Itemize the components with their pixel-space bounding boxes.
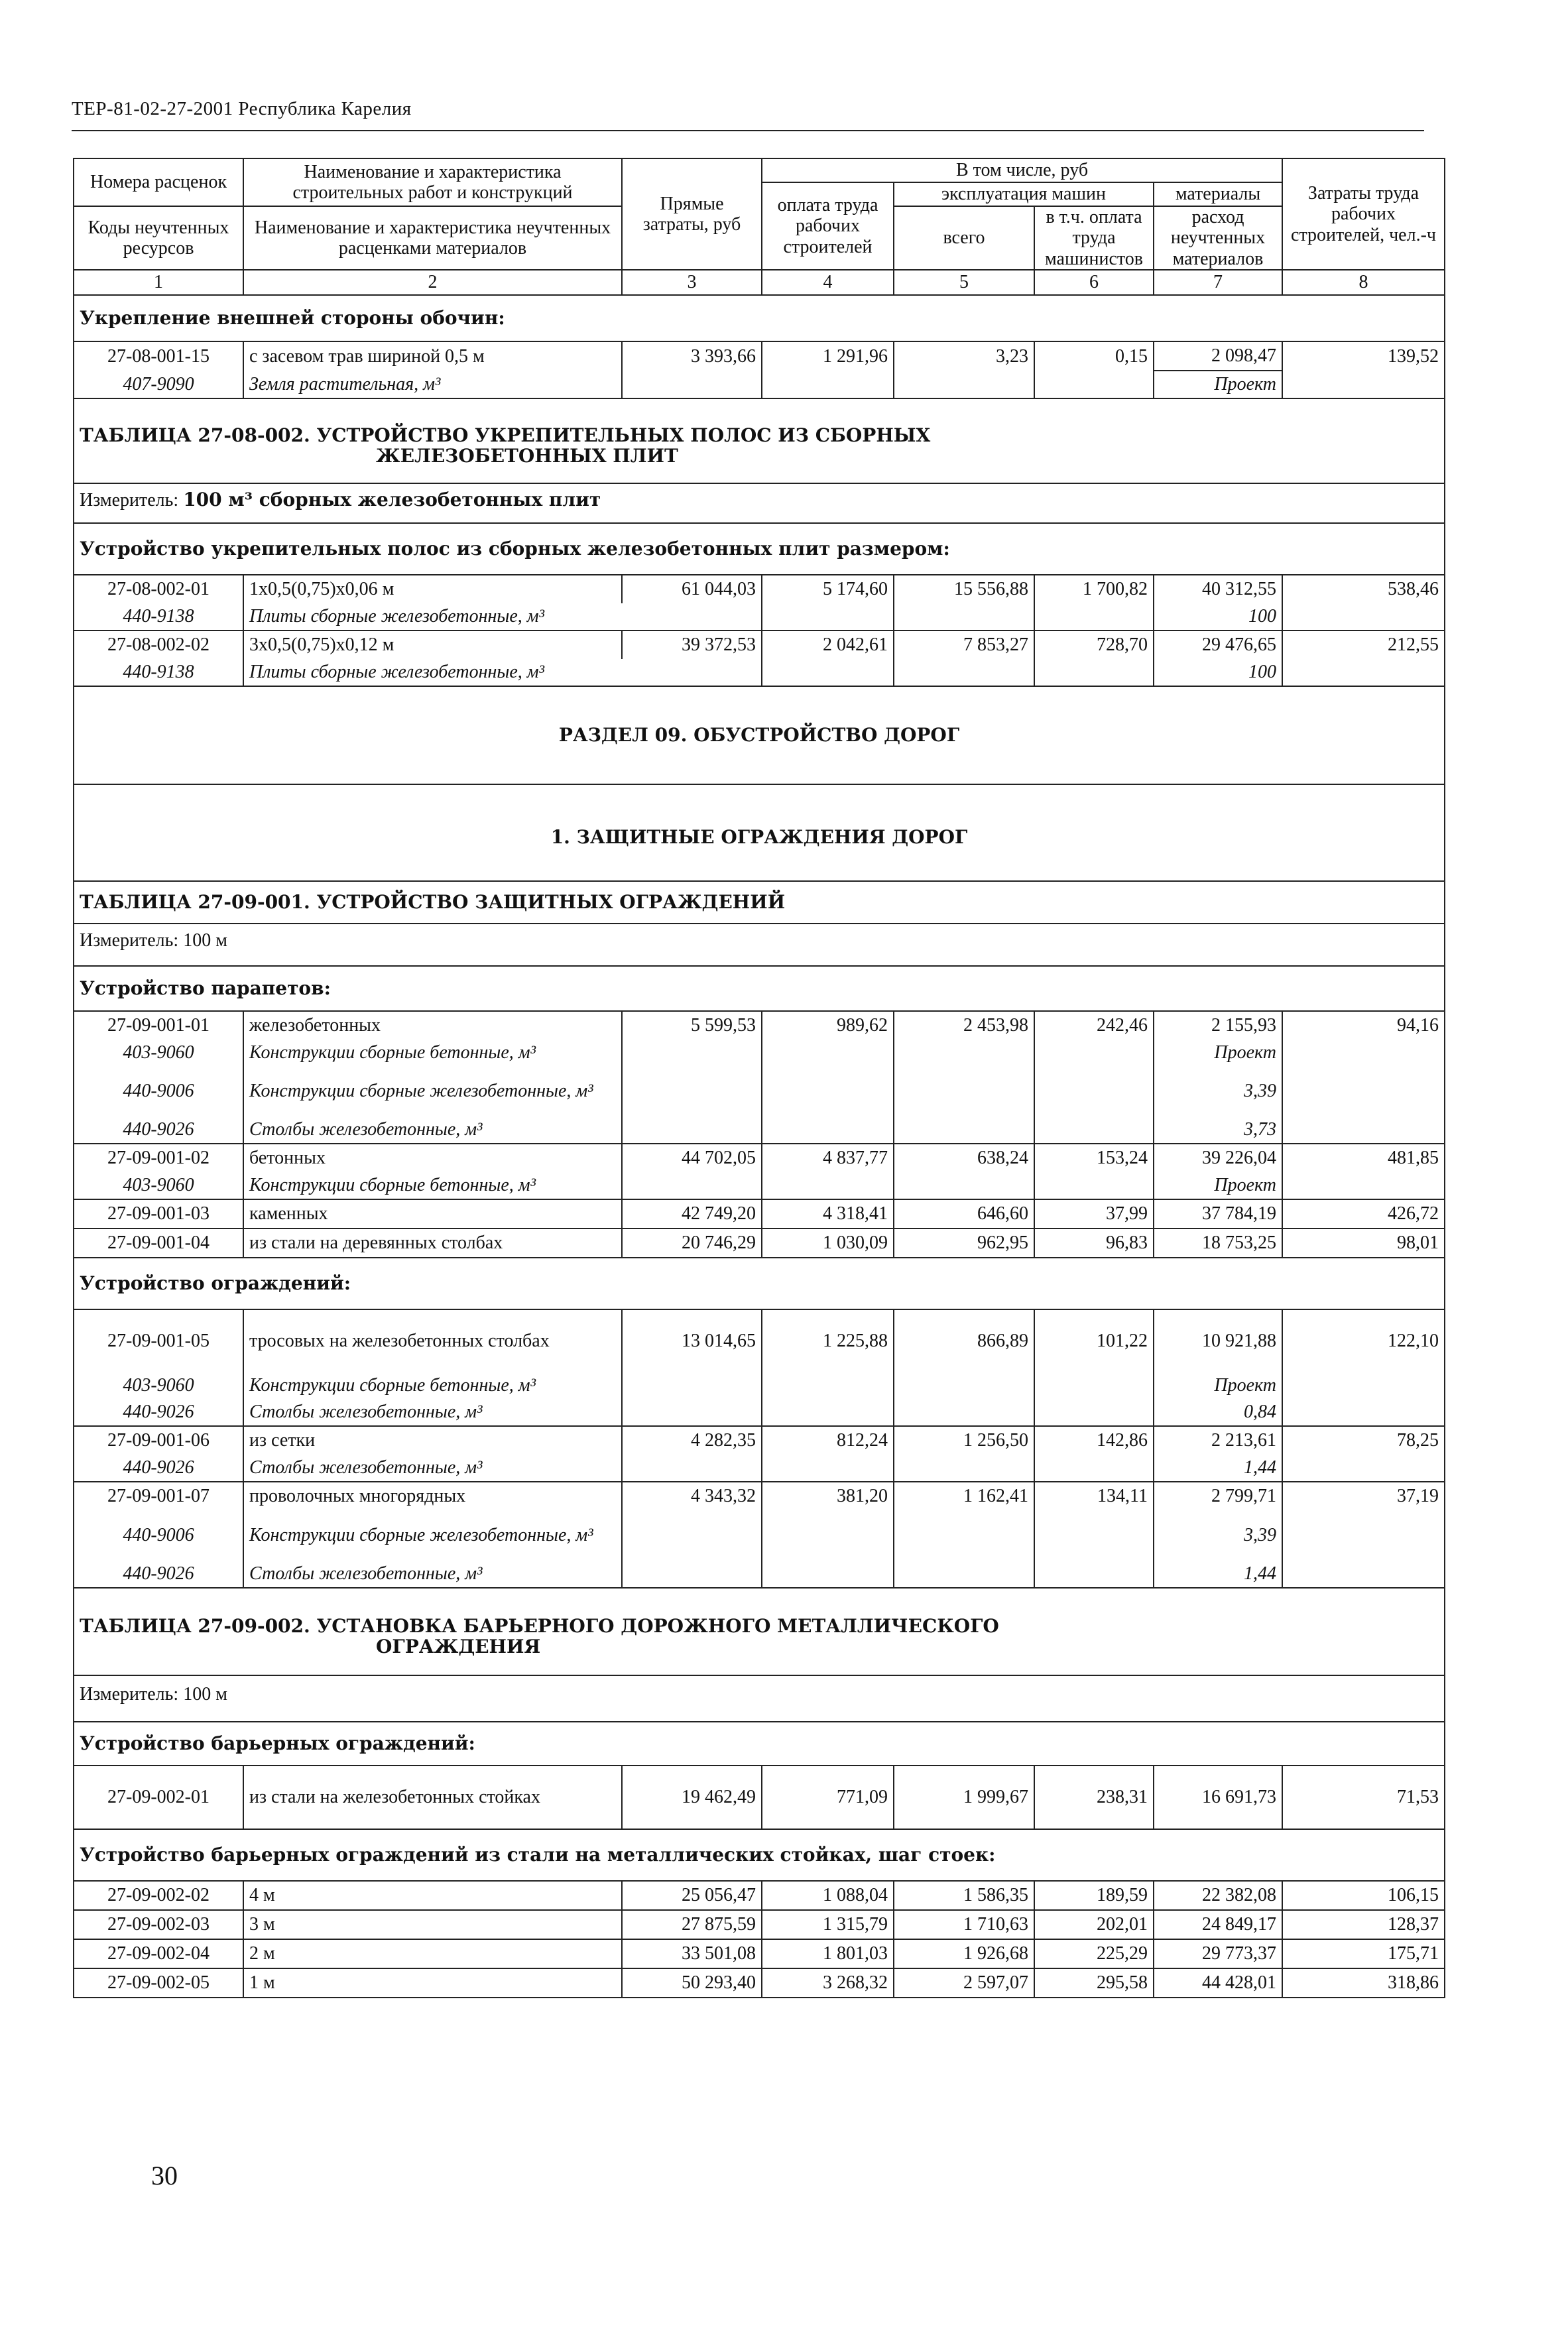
table-title-line-2: ОГРАЖДЕНИЯ [376, 1636, 541, 1658]
labor-hours: 94,16 [1282, 1011, 1445, 1040]
materials-cost: 44 428,01 [1154, 1968, 1282, 1998]
rate-name: из стали на деревянных столбах [243, 1229, 622, 1258]
rate-code: 27-09-001-05 [74, 1309, 243, 1372]
direct-cost: 42 749,20 [622, 1199, 762, 1229]
table-title [74, 1588, 1445, 1675]
materials-cost: 10 921,88 [1154, 1309, 1282, 1372]
col-num-6: 6 [1034, 270, 1154, 295]
resource-code: 440-9006 [74, 1066, 243, 1116]
resource-code: 403-9060 [74, 1172, 243, 1199]
rate-name: 3 м [243, 1910, 622, 1939]
resource-code: 403-9060 [74, 1040, 243, 1066]
col-head-name-b: Наименование и характеристика неучтенных расценками материалов [243, 206, 622, 270]
rate-code: 27-09-001-03 [74, 1199, 243, 1229]
machinist-labor-cost: 0,15 [1034, 341, 1154, 371]
table-title [74, 398, 1445, 483]
resource-use: 3,73 [1154, 1116, 1282, 1144]
machine-cost: 1 162,41 [894, 1482, 1034, 1510]
rate-name: 4 м [243, 1881, 622, 1910]
labor-hours: 481,85 [1282, 1144, 1445, 1172]
rate-name: 1 м [243, 1968, 622, 1998]
rate-code: 27-09-001-02 [74, 1144, 243, 1172]
rate-code: 27-08-001-15 [74, 341, 243, 371]
resource-name: Столбы железобетонные, м³ [243, 1116, 622, 1144]
section-heading: Укрепление внешней стороны обочин: [74, 295, 1445, 341]
materials-cost: 40 312,55 [1154, 575, 1282, 603]
machinist-labor-cost: 101,22 [1034, 1309, 1154, 1372]
direct-cost: 25 056,47 [622, 1881, 762, 1910]
resource-use: 100 [1154, 659, 1282, 686]
direct-cost: 44 702,05 [622, 1144, 762, 1172]
resource-name: Столбы железобетонные, м³ [243, 1399, 622, 1426]
materials-cost: 37 784,19 [1154, 1199, 1282, 1229]
resource-use: Проект [1154, 1172, 1282, 1199]
rate-name: 2 м [243, 1939, 622, 1968]
col-head-mach-total: всего [894, 206, 1034, 270]
resource-name: Плиты сборные железобетонные, м³ [243, 659, 762, 686]
resource-name: Конструкции сборные бетонные, м³ [243, 1040, 622, 1066]
materials-cost: 2 098,47 [1154, 341, 1282, 371]
col-num-3: 3 [622, 270, 762, 295]
labor-cost: 989,62 [762, 1011, 894, 1040]
section-heading: Устройство парапетов: [74, 966, 1445, 1011]
direct-cost: 19 462,49 [622, 1766, 762, 1829]
rate-name: тросовых на железобетонных столбах [243, 1309, 622, 1372]
labor-cost: 2 042,61 [762, 630, 894, 659]
col-head-name-a: Наименование и характеристика строительных работ и конструкций [243, 158, 622, 206]
resource-use: 3,39 [1154, 1510, 1282, 1561]
direct-cost: 50 293,40 [622, 1968, 762, 1998]
col-head-labor: оплата труда рабочих строителей [762, 182, 894, 270]
machinist-labor-cost: 295,58 [1034, 1968, 1154, 1998]
materials-cost: 39 226,04 [1154, 1144, 1282, 1172]
labor-hours: 538,46 [1282, 575, 1445, 603]
col-head-incl: В том числе, руб [762, 158, 1282, 182]
direct-cost: 20 746,29 [622, 1229, 762, 1258]
rate-code: 27-09-002-05 [74, 1968, 243, 1998]
labor-hours: 71,53 [1282, 1766, 1445, 1829]
labor-cost: 381,20 [762, 1482, 894, 1510]
direct-cost: 33 501,08 [622, 1939, 762, 1968]
machinist-labor-cost: 189,59 [1034, 1881, 1154, 1910]
materials-cost: 18 753,25 [1154, 1229, 1282, 1258]
rate-code: 27-09-001-07 [74, 1482, 243, 1510]
rate-name: 1х0,5(0,75)х0,06 м [243, 575, 622, 603]
labor-cost: 1 801,03 [762, 1939, 894, 1968]
resource-name: Столбы железобетонные, м³ [243, 1561, 622, 1588]
resource-name: Конструкции сборные железобетонные, м³ [243, 1066, 622, 1116]
materials-cost: 22 382,08 [1154, 1881, 1282, 1910]
resource-use: Проект [1154, 371, 1282, 398]
labor-cost: 1 225,88 [762, 1309, 894, 1372]
materials-cost: 2 799,71 [1154, 1482, 1282, 1510]
rate-code: 27-08-002-01 [74, 575, 243, 603]
rate-code: 27-09-001-04 [74, 1229, 243, 1258]
col-num-1: 1 [74, 270, 243, 295]
rates-table-area [73, 158, 1444, 1998]
machine-cost: 7 853,27 [894, 630, 1034, 659]
rate-code: 27-09-002-03 [74, 1910, 243, 1939]
resource-use: 100 [1154, 603, 1282, 630]
machine-cost: 646,60 [894, 1199, 1034, 1229]
resource-code: 440-9138 [74, 659, 243, 686]
labor-hours: 318,86 [1282, 1968, 1445, 1998]
col-head-mach-labor: в т.ч. оплата труда машинистов [1034, 206, 1154, 270]
materials-cost: 24 849,17 [1154, 1910, 1282, 1939]
materials-cost: 16 691,73 [1154, 1766, 1282, 1829]
direct-cost: 13 014,65 [622, 1309, 762, 1372]
resource-code: 440-9026 [74, 1455, 243, 1482]
resource-code: 440-9138 [74, 603, 243, 630]
direct-cost: 5 599,53 [622, 1011, 762, 1040]
machine-cost: 1 710,63 [894, 1910, 1034, 1939]
measure-unit [74, 1675, 1445, 1722]
machinist-labor-cost: 142,86 [1034, 1426, 1154, 1455]
resource-name: Конструкции сборные железобетонные, м³ [243, 1510, 622, 1561]
labor-hours: 212,55 [1282, 630, 1445, 659]
rate-code: 27-09-001-01 [74, 1011, 243, 1040]
labor-hours: 139,52 [1282, 341, 1445, 371]
resource-use: Проект [1154, 1372, 1282, 1399]
machinist-labor-cost: 242,46 [1034, 1011, 1154, 1040]
col-head-codes-b: Коды неучтенных ресурсов [74, 206, 243, 270]
resource-name: Конструкции сборные бетонные, м³ [243, 1372, 622, 1399]
measure-value: 100 м [183, 930, 227, 951]
resource-use: 0,84 [1154, 1399, 1282, 1426]
section-heading: Устройство барьерных ограждений: [74, 1722, 1445, 1766]
machine-cost: 1 926,68 [894, 1939, 1034, 1968]
labor-cost: 1 088,04 [762, 1881, 894, 1910]
rate-code: 27-09-002-04 [74, 1939, 243, 1968]
rate-code: 27-09-001-06 [74, 1426, 243, 1455]
machinist-labor-cost: 1 700,82 [1034, 575, 1154, 603]
machine-cost: 2 597,07 [894, 1968, 1034, 1998]
rate-code: 27-09-002-01 [74, 1766, 243, 1829]
resource-code: 403-9060 [74, 1372, 243, 1399]
materials-cost: 2 155,93 [1154, 1011, 1282, 1040]
table-title: ТАБЛИЦА 27-09-001. УСТРОЙСТВО ЗАЩИТНЫХ ОГРАЖДЕНИЙ [74, 881, 1445, 924]
labor-cost: 4 318,41 [762, 1199, 894, 1229]
rate-name: бетонных [243, 1144, 622, 1172]
col-head-machines: эксплуатация машин [894, 182, 1154, 206]
resource-use: 1,44 [1154, 1561, 1282, 1588]
rate-name: 3х0,5(0,75)х0,12 м [243, 630, 622, 659]
rate-name: проволочных многорядных [243, 1482, 622, 1510]
measure-label: Измеритель: [80, 1684, 179, 1705]
header-rule [72, 130, 1424, 131]
measure-value: 100 м [183, 1684, 227, 1705]
resource-use: 1,44 [1154, 1455, 1282, 1482]
labor-cost: 1 291,96 [762, 341, 894, 371]
machinist-labor-cost: 238,31 [1034, 1766, 1154, 1829]
machine-cost: 1 256,50 [894, 1426, 1034, 1455]
resource-name: Плиты сборные железобетонные, м³ [243, 603, 762, 630]
machinist-labor-cost: 728,70 [1034, 630, 1154, 659]
resource-use: 3,39 [1154, 1066, 1282, 1116]
machine-cost: 1 999,67 [894, 1766, 1034, 1829]
col-num-4: 4 [762, 270, 894, 295]
rate-code: 27-09-002-02 [74, 1881, 243, 1910]
rate-code: 27-08-002-02 [74, 630, 243, 659]
measure-value: 100 м³ сборных железобетонных плит [183, 488, 601, 510]
machine-cost: 15 556,88 [894, 575, 1034, 603]
direct-cost: 39 372,53 [622, 630, 762, 659]
labor-cost: 771,09 [762, 1766, 894, 1829]
table-title-line-2: ЖЕЛЕЗОБЕТОННЫХ ПЛИТ [376, 445, 678, 467]
col-num-8: 8 [1282, 270, 1445, 295]
materials-cost: 29 476,65 [1154, 630, 1282, 659]
measure-unit [74, 924, 1445, 966]
machine-cost: 3,23 [894, 341, 1034, 371]
resource-code: 440-9026 [74, 1561, 243, 1588]
measure-label: Измеритель: [80, 930, 179, 951]
col-num-2: 2 [243, 270, 622, 295]
part-title: РАЗДЕЛ 09. ОБУСТРОЙСТВО ДОРОГ [74, 686, 1445, 784]
rate-name: с засевом трав шириной 0,5 м [243, 341, 622, 371]
machine-cost: 962,95 [894, 1229, 1034, 1258]
machinist-labor-cost: 225,29 [1034, 1939, 1154, 1968]
labor-hours: 426,72 [1282, 1199, 1445, 1229]
resource-code: 440-9006 [74, 1510, 243, 1561]
direct-cost: 4 343,32 [622, 1482, 762, 1510]
direct-cost: 3 393,66 [622, 341, 762, 371]
section-heading: Устройство барьерных ограждений из стали на металлических стойках, шаг стоек: [74, 1829, 1445, 1881]
labor-cost: 5 174,60 [762, 575, 894, 603]
machinist-labor-cost: 134,11 [1034, 1482, 1154, 1510]
rate-name: из сетки [243, 1426, 622, 1455]
machinist-labor-cost: 37,99 [1034, 1199, 1154, 1229]
measure-unit [74, 483, 1445, 523]
col-head-codes-a: Номера расценок [74, 158, 243, 206]
labor-cost: 812,24 [762, 1426, 894, 1455]
col-head-mat-use: расход неучтенных материалов [1154, 206, 1282, 270]
chapter-title: 1. ЗАЩИТНЫЕ ОГРАЖДЕНИЯ ДОРОГ [74, 784, 1445, 881]
resource-code: 440-9026 [74, 1399, 243, 1426]
materials-cost: 29 773,37 [1154, 1939, 1282, 1968]
resource-use: Проект [1154, 1040, 1282, 1066]
section-heading: Устройство укрепительных полос из сборных железобетонных плит размером: [74, 523, 1445, 575]
resource-name: Земля растительная, м³ [243, 371, 622, 398]
materials-cost: 2 213,61 [1154, 1426, 1282, 1455]
direct-cost: 4 282,35 [622, 1426, 762, 1455]
labor-hours: 128,37 [1282, 1910, 1445, 1939]
machinist-labor-cost: 96,83 [1034, 1229, 1154, 1258]
labor-cost: 1 030,09 [762, 1229, 894, 1258]
col-head-direct: Прямые затраты, руб [622, 158, 762, 270]
measure-label: Измеритель: [80, 489, 179, 510]
rate-name: каменных [243, 1199, 622, 1229]
labor-cost: 3 268,32 [762, 1968, 894, 1998]
labor-hours: 106,15 [1282, 1881, 1445, 1910]
resource-name: Конструкции сборные бетонные, м³ [243, 1172, 622, 1199]
table-title-line-1: ТАБЛИЦА 27-08-002. УСТРОЙСТВО УКРЕПИТЕЛЬНЫХ ПОЛОС ИЗ СБОРНЫХ [80, 424, 931, 446]
col-num-5: 5 [894, 270, 1034, 295]
col-head-materials: материалы [1154, 182, 1282, 206]
labor-cost: 1 315,79 [762, 1910, 894, 1939]
labor-hours: 175,71 [1282, 1939, 1445, 1968]
col-num-7: 7 [1154, 270, 1282, 295]
machine-cost: 2 453,98 [894, 1011, 1034, 1040]
machinist-labor-cost: 153,24 [1034, 1144, 1154, 1172]
page-number: 30 [151, 2161, 178, 2190]
labor-hours: 122,10 [1282, 1309, 1445, 1372]
labor-hours: 98,01 [1282, 1229, 1445, 1258]
direct-cost: 61 044,03 [622, 575, 762, 603]
resource-code: 440-9026 [74, 1116, 243, 1144]
rates-table [73, 158, 1445, 1998]
machine-cost: 1 586,35 [894, 1881, 1034, 1910]
resource-code: 407-9090 [74, 371, 243, 398]
rate-name: из стали на железобетонных стойках [243, 1766, 622, 1829]
machinist-labor-cost: 202,01 [1034, 1910, 1154, 1939]
rate-name: железобетонных [243, 1011, 622, 1040]
labor-cost: 4 837,77 [762, 1144, 894, 1172]
labor-hours: 78,25 [1282, 1426, 1445, 1455]
labor-hours: 37,19 [1282, 1482, 1445, 1510]
section-heading: Устройство ограждений: [74, 1258, 1445, 1309]
page-header: ТЕР-81-02-27-2001 Республика Карелия [72, 98, 412, 119]
machine-cost: 638,24 [894, 1144, 1034, 1172]
col-head-hours: Затраты труда рабочих строителей, чел.-ч [1282, 158, 1445, 270]
table-title-line-1: ТАБЛИЦА 27-09-002. УСТАНОВКА БАРЬЕРНОГО ДОРОЖНОГО МЕТАЛЛИЧЕСКОГО [80, 1614, 999, 1637]
machine-cost: 866,89 [894, 1309, 1034, 1372]
direct-cost: 27 875,59 [622, 1910, 762, 1939]
resource-name: Столбы железобетонные, м³ [243, 1455, 622, 1482]
